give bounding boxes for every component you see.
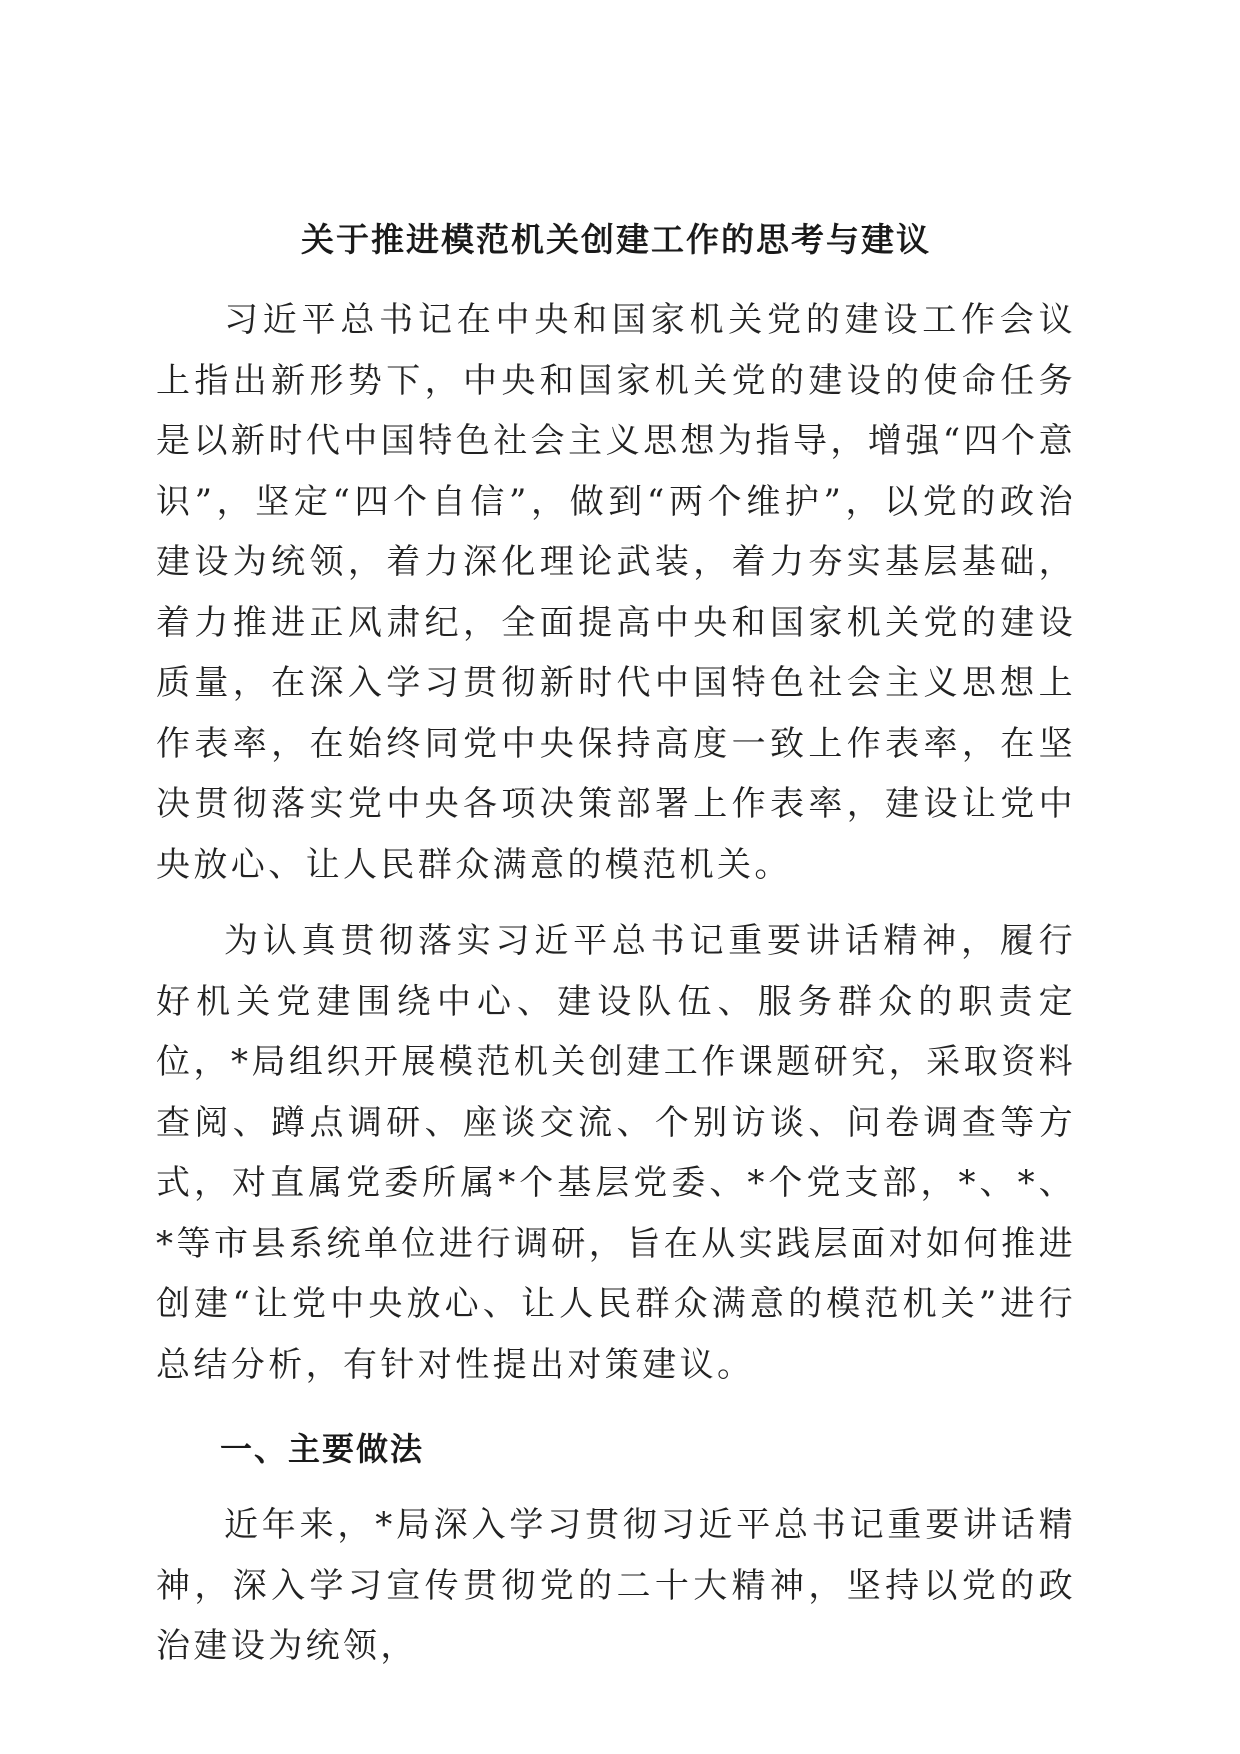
intro-paragraph: 习近平总书记在中央和国家机关党的建设工作会议上指出新形势下，中央和国家机关党的建设的使命任务是以新时代中国特色社会主义思想为指导，增强“四个意识”，坚定“四个自信”，做到“两个维护”，以党的政治建设为统领，着力深化理论武装，着力夯实基层基础，着力推进正风肃纪，全面提高中央和国家机关党的建设质量，在深入学习贯彻新时代中国特色社会主义思想上作表率，在始终同党中央保持高度一致上作表率，在坚决贯彻落实党中央各项决策部署上作表率，建设让党中央放心、让人民群众满意的模范机关。 [156,300,1076,885]
section-paragraph: 近年来，*局深入学习贯彻习近平总书记重要讲话精神，深入学习宣传贯彻党的二十大精神，坚持以党的政治建设为统领， [156,1505,1076,1666]
document-title: 关于推进模范机关创建工作的思考与建议 [301,220,931,259]
section-heading: 一、主要做法 [220,1430,425,1468]
purpose-paragraph: 为认真贯彻落实习近平总书记重要讲话精神，履行好机关党建围绕中心、建设队伍、服务群众的职责定位，*局组织开展模范机关创建工作课题研究，采取资料查阅、蹲点调研、座谈交流、个别访谈、问卷调查等方式，对直属党委所属*个基层党委、*个党支部，*、*、*等市县系统单位进行调研，旨在从实践层面对如何推进创建“让党中央放心、让人民群众满意的模范机关”进行总结分析，有针对性提出对策建议。 [156,921,1076,1385]
document-body [156,218,1076,1677]
